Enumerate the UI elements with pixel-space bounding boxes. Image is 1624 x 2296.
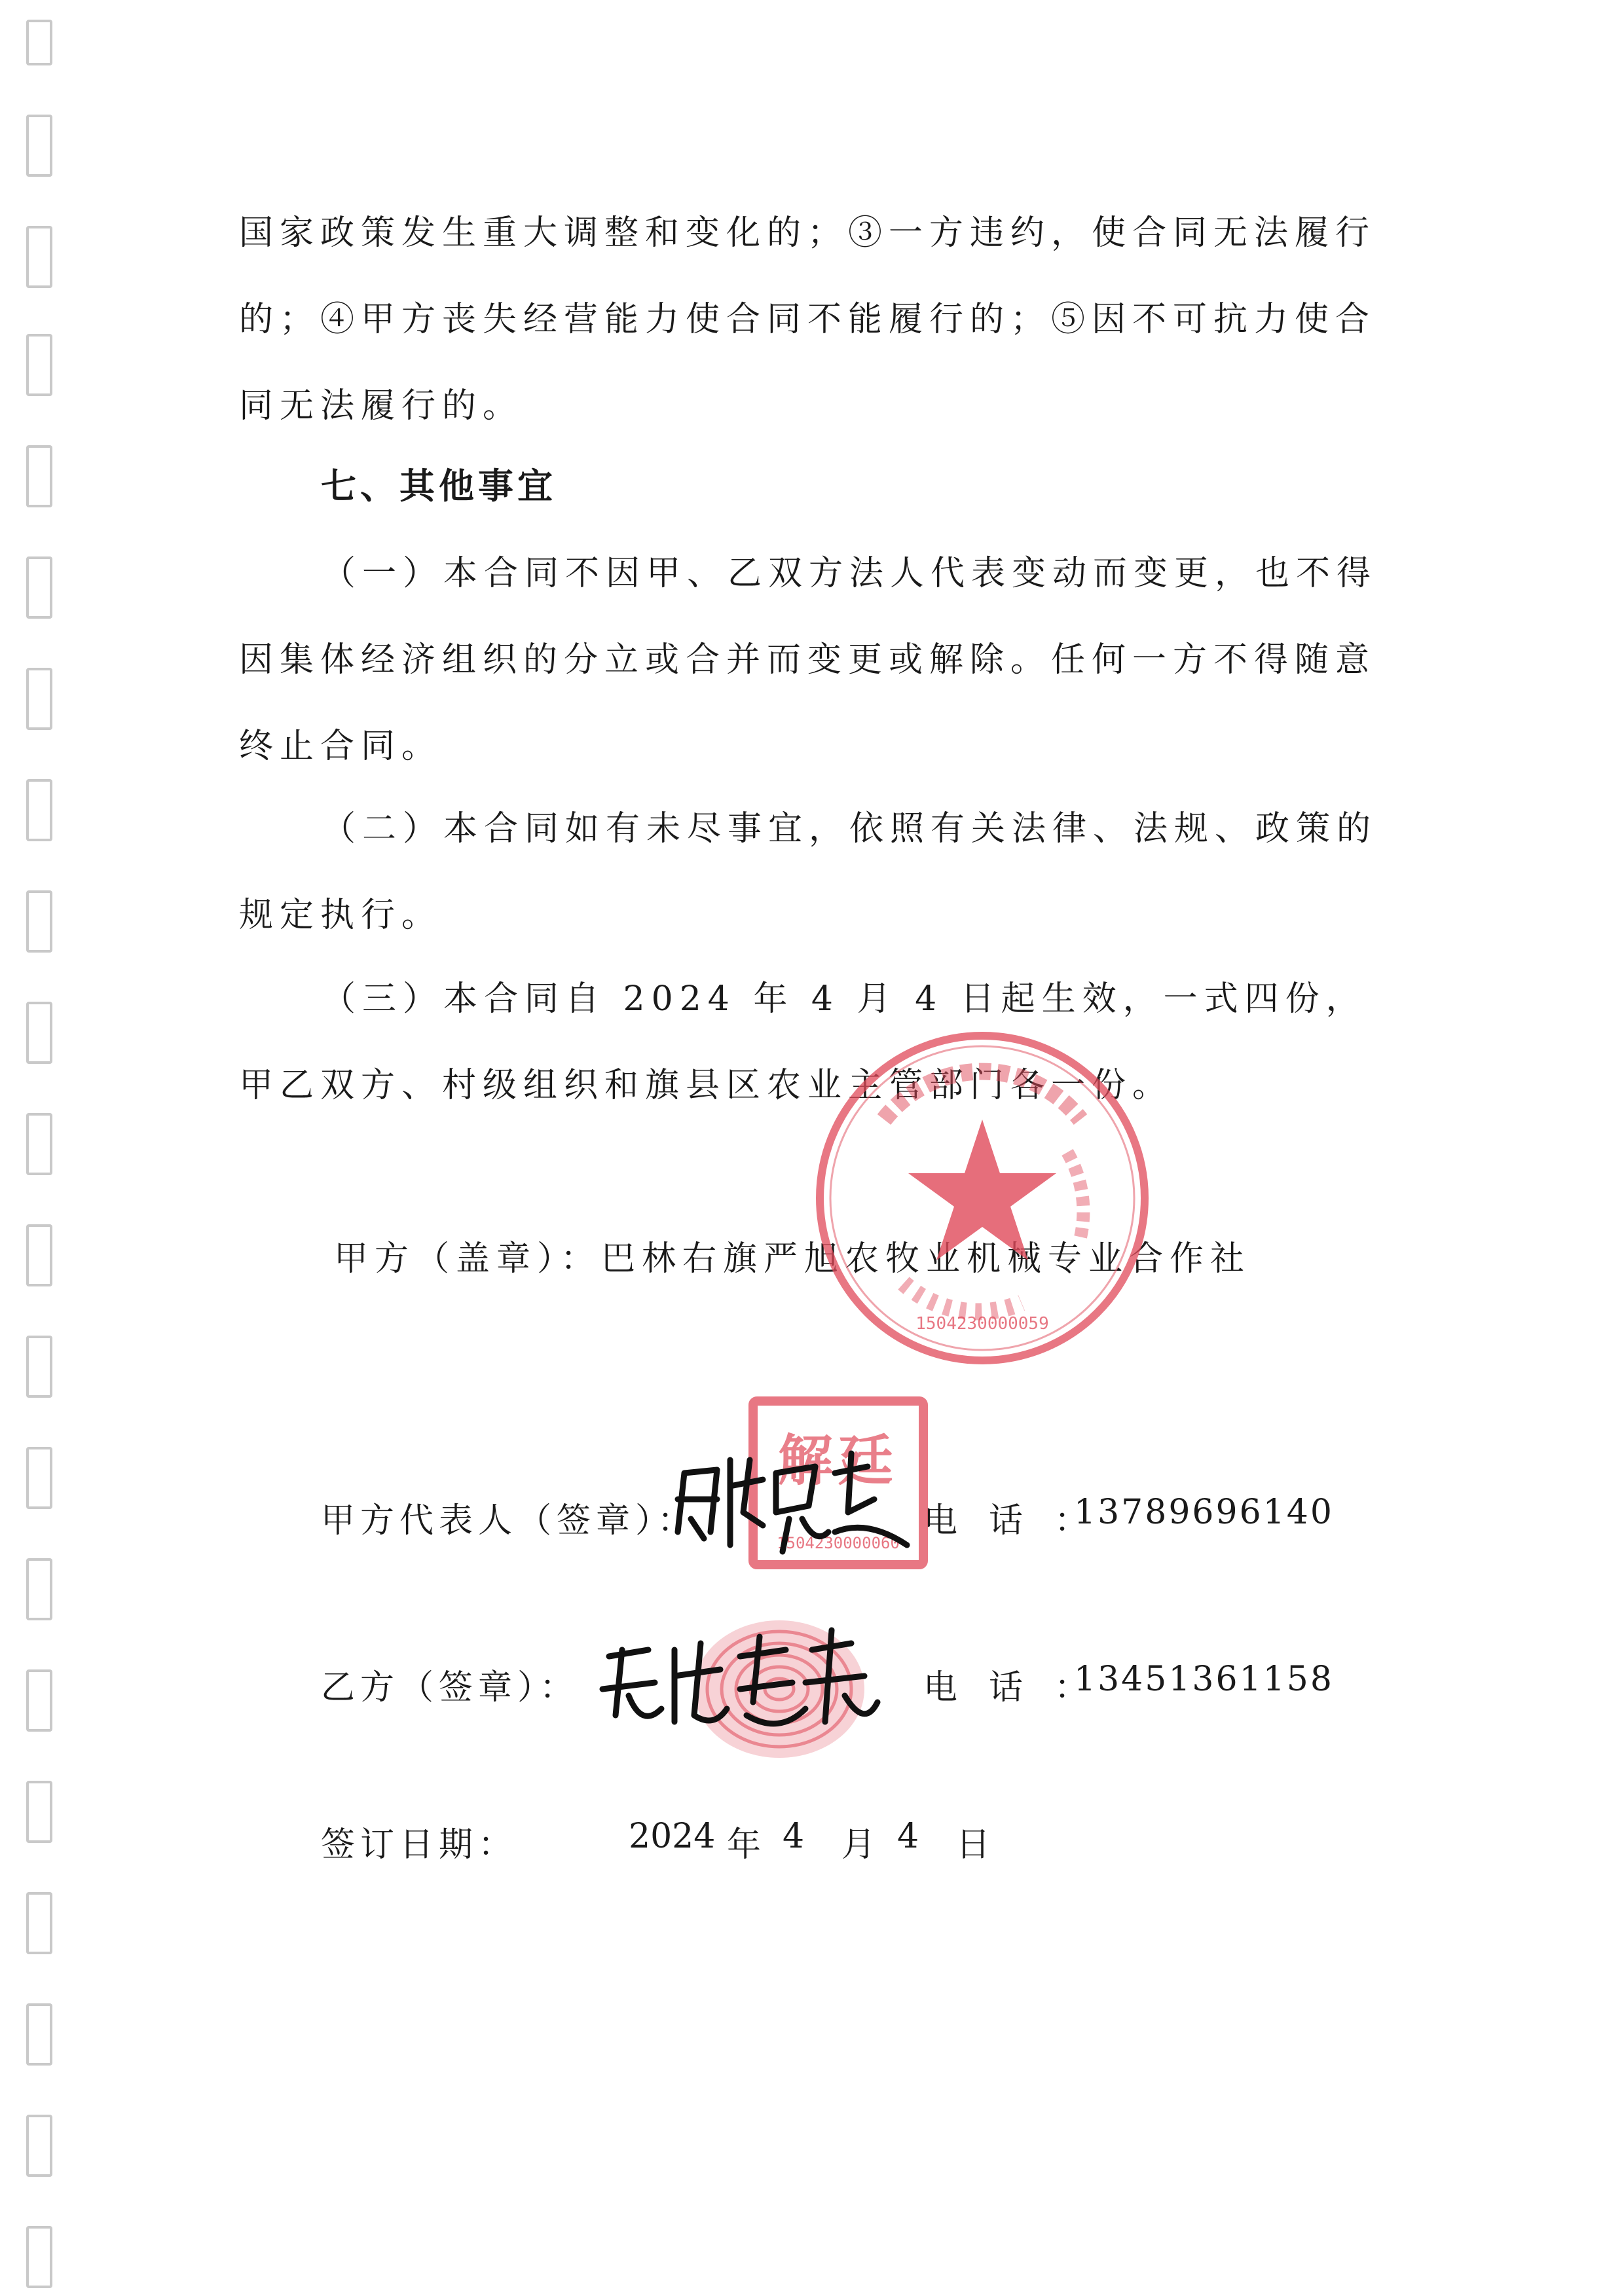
signing-date-label: 签订日期： (321, 1825, 518, 1865)
binding-mark (26, 20, 52, 65)
binding-mark (26, 445, 52, 507)
binding-mark (26, 1336, 52, 1398)
binding-mark (26, 226, 52, 288)
date-day: 4 (897, 1817, 919, 1856)
binding-mark (26, 890, 52, 953)
binding-mark (26, 779, 52, 841)
party-a-rep-label: 甲方代表人（签章）： (321, 1501, 697, 1540)
clause-item-3: （三）本合同自 2024 年 4 月 4 日起生效，一式四份，甲乙双方、村级组织和旗县区农业主管部门各一份。 (239, 979, 1367, 1105)
date-day-unit: 日 (956, 1825, 991, 1865)
party-a-phone-label: 电话： (923, 1501, 1120, 1540)
date-year: 2024 (629, 1817, 716, 1856)
clause-continuation: 国家政策发生重大调整和变化的；③一方违约，使合同无法履行的；④甲方丧失经营能力使合同不能履行的；⑤因不可抗力使合同无法履行的。 (239, 213, 1376, 426)
round-company-seal (805, 1021, 1159, 1375)
binding-mark (26, 2226, 52, 2288)
section-heading: 七、其他事宜 (321, 465, 557, 507)
binding-mark (26, 668, 52, 730)
binding-mark (26, 334, 52, 396)
party-a-label: 甲方（盖章）：巴林右旗严旭农牧业机械专业合作社 (334, 1239, 1251, 1279)
date-month: 4 (783, 1817, 805, 1856)
binding-mark (26, 2115, 52, 2177)
square-seal-chars: 解廷 (777, 1429, 899, 1493)
clause-item-2: （二）本合同如有未尽事宜，依照有关法律、法规、政策的规定执行。 (239, 809, 1378, 935)
binding-mark (26, 1002, 52, 1064)
binding-mark (26, 115, 52, 177)
square-seal-code: 1504230000060 (777, 1534, 900, 1552)
binding-mark (26, 1558, 52, 1620)
party-a-handwritten-signature (658, 1434, 933, 1565)
binding-mark (26, 1669, 52, 1732)
binding-mark (26, 1224, 52, 1286)
party-b-phone-label: 电话： (923, 1668, 1120, 1707)
binding-mark (26, 1113, 52, 1175)
round-seal-code: 1504230000059 (915, 1314, 1049, 1334)
party-b-handwritten-signature (589, 1617, 891, 1748)
date-month-unit: 月 (841, 1825, 876, 1865)
date-year-unit: 年 (727, 1825, 762, 1865)
binding-mark (26, 556, 52, 619)
party-b-label: 乙方（签章）： (321, 1668, 580, 1707)
binding-mark (26, 1447, 52, 1509)
party-b-phone: 13451361158 (1074, 1660, 1334, 1699)
binding-mark (26, 1781, 52, 1843)
binding-mark (26, 1892, 52, 1954)
party-a-phone: 13789696140 (1074, 1493, 1334, 1532)
clause-item-1: （一）本合同不因甲、乙双方法人代表变动而变更，也不得因集体经济组织的分立或合并而变更或解除。任何一方不得随意终止合同。 (239, 554, 1378, 766)
binding-mark (26, 2003, 52, 2066)
